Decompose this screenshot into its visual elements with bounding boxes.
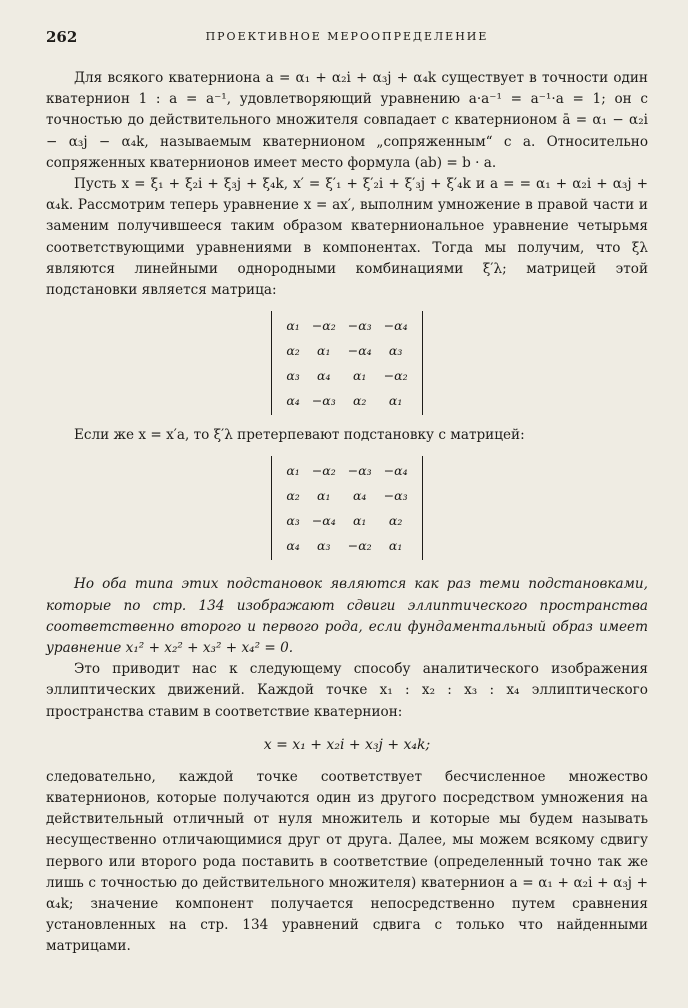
matrix-cell: α₄ xyxy=(352,488,367,504)
matrix-row xyxy=(280,388,413,413)
matrix-table xyxy=(280,313,413,413)
matrix-cell: −α₂ xyxy=(383,368,408,384)
matrix-cell: α₂ xyxy=(388,513,403,529)
paragraph-elliptic-motions: Это приводит нас к следующему способу аналитического изображения эллиптических движений. Каждой точке x₁ : x₂ : x₃ : x₄ эллиптического пространства ставим в соответствие кватернион: xyxy=(46,661,648,720)
quaternion-formula: x = x₁ + x₂i + x₃j + x₄k; xyxy=(263,736,431,753)
paragraph-conclusion: следовательно, каждой точке соответствует бесчисленное множество кватернионов, которые получаются один из другого посредством умножения на действительный отличный от нуля множитель и которые мы будем называть несущественно отличающимися друг от друга. Далее, мы можем всякому сдвигу первого или второго рода поставить в соответствие (определенный точно так же лишь с точностью до действительного множителя) кватернион a = α₁ + α₂i + α₃j + α₄k; значение компонент получается непосредственно путем сравнения установленных на стр. 134 уравнений сдвига с только что найденными матрицами. xyxy=(46,768,648,955)
matrix-cell: α₃ xyxy=(317,538,331,554)
matrix-cell: α₂ xyxy=(286,488,300,504)
matrix-cell: α₃ xyxy=(388,343,403,359)
paragraph-left-multiplication: Если же x = x′a, то ξ′λ претерпевают подстановку с матрицей: xyxy=(74,427,525,444)
matrix-row xyxy=(280,533,413,558)
matrix-row xyxy=(280,313,413,338)
matrix-cell: α₁ xyxy=(286,463,300,479)
matrix-cell: α₁ xyxy=(317,343,331,359)
matrix-cell: −α₃ xyxy=(383,488,408,504)
page-body xyxy=(46,68,648,958)
running-title: ПРОЕКТИВНОЕ МЕРООПРЕДЕЛЕНИЕ xyxy=(205,30,489,43)
matrix-cell: α₂ xyxy=(352,393,367,409)
matrix-cell: α₄ xyxy=(286,393,300,409)
matrix-cell: −α₄ xyxy=(383,463,408,479)
matrix-table xyxy=(280,458,413,558)
matrix-cell: α₄ xyxy=(286,538,300,554)
matrix-cell: −α₃ xyxy=(347,463,372,479)
paragraph-substitution: Пусть x = ξ₁ + ξ₂i + ξ₃j + ξ₄k, x′ = ξ′₁ + ξ′₂i + ξ′₃j + ξ′₄k и a = = α₁ + α₂i + α₃j + α₄k. Рассмотрим теперь уравнение x = ax′, выполним умножение в правой части и заменим получившееся таким образом кватерниональное уравнение четырьмя соответствующими уравнениями в компонентах. Тогда мы получим, что ξλ являются линейными однородными комбинациями ξ′λ; матрицей этой подстановки является матрица: xyxy=(46,176,648,299)
page-number: 262 xyxy=(46,28,78,46)
matrix-left-multiplication xyxy=(46,456,648,560)
matrix-cell: α₁ xyxy=(317,488,331,504)
matrix-row xyxy=(280,483,413,508)
page-header xyxy=(46,24,648,48)
matrix-cell: −α₂ xyxy=(311,318,336,334)
matrix-cell: α₃ xyxy=(286,513,300,529)
matrix-brackets xyxy=(271,311,422,415)
matrix-cell: α₁ xyxy=(388,538,403,554)
matrix-row xyxy=(280,338,413,363)
matrix-cell: −α₂ xyxy=(311,463,336,479)
matrix-cell: α₂ xyxy=(286,343,300,359)
matrix-cell: −α₃ xyxy=(311,393,336,409)
matrix-cell: −α₃ xyxy=(347,318,372,334)
matrix-row xyxy=(280,363,413,388)
matrix-row xyxy=(280,508,413,533)
paragraph-italic-statement: Но оба типа этих подстановок являются как раз теми подстановками, которые по стр. 134 изображают сдвиги эллиптического пространства соответственно второго и первого рода, если фундаментальный образ имеет уравнение x₁² + x₂² + x₃² + x₄² = 0. xyxy=(46,576,648,657)
matrix-cell: −α₄ xyxy=(347,343,372,359)
paragraph-quaternion-inverse: Для всякого кватерниона a = α₁ + α₂i + α₃j + α₄k существует в точности один кватернион 1 : a = a⁻¹, удовлетворяющий уравнению a·a⁻¹ = a⁻¹·a = 1; он с точностью до действительного множителя совпадает с кватернионом ā = α₁ − α₂i − α₃j − α₄k, называемым кватернионом „сопряженным“ с a. Относительно сопряженных кватернионов имеет место формула (ab) = b · a. xyxy=(46,70,648,171)
matrix-right-multiplication xyxy=(46,311,648,415)
matrix-cell: α₁ xyxy=(352,368,367,384)
matrix-cell: α₄ xyxy=(317,368,331,384)
matrix-brackets xyxy=(271,456,422,560)
matrix-cell: α₁ xyxy=(388,393,403,409)
matrix-cell: α₁ xyxy=(352,513,367,529)
matrix-row xyxy=(280,458,413,483)
matrix-cell: −α₄ xyxy=(383,318,408,334)
matrix-cell: α₃ xyxy=(286,368,300,384)
matrix-cell: −α₂ xyxy=(347,538,372,554)
matrix-cell: α₁ xyxy=(286,318,300,334)
matrix-cell: −α₄ xyxy=(311,513,336,529)
